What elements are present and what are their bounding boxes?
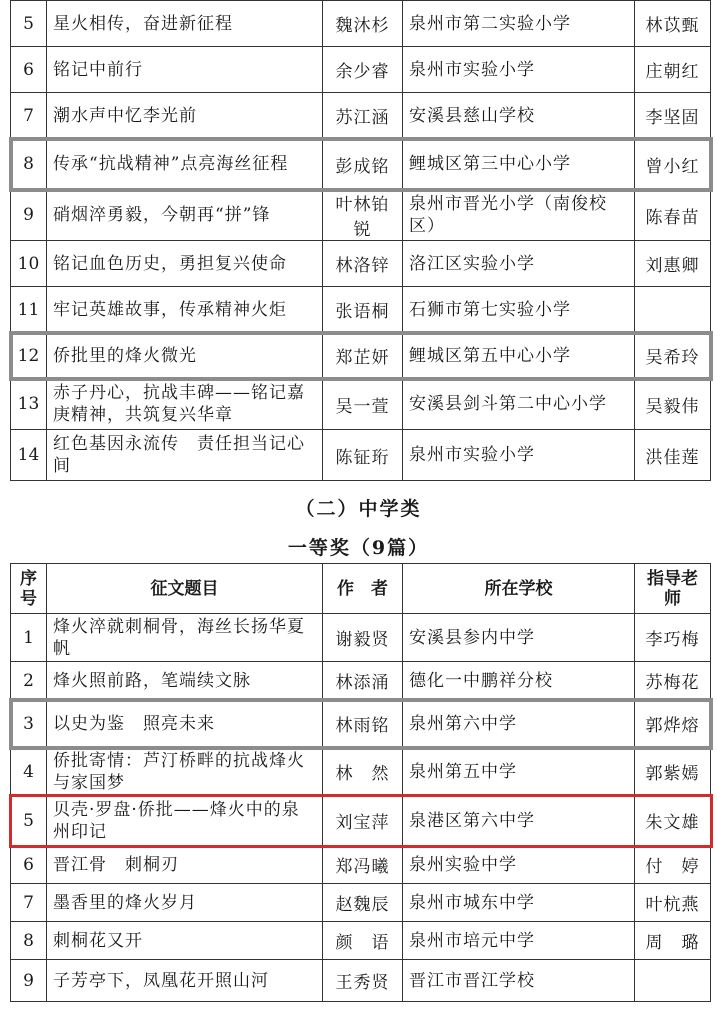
cell-num: 1 — [11, 614, 47, 662]
table-row — [11, 846, 711, 884]
cell-teacher: 吴希玲 — [635, 333, 711, 379]
cell-author: 林 然 — [323, 748, 403, 796]
cell-author: 吴一萱 — [323, 379, 403, 430]
section-heading: （二）中学类 — [295, 498, 422, 520]
cell-teacher: 庄朝红 — [635, 47, 711, 93]
cell-author: 谢毅贤 — [323, 614, 403, 662]
cell-author: 苏江涵 — [323, 93, 403, 139]
cell-school: 泉州第五中学 — [403, 748, 635, 796]
cell-title: 牢记英雄故事，传承精神火炬 — [47, 287, 323, 333]
cell-title: 以史为鉴 照亮未来 — [47, 700, 323, 748]
cell-num: 7 — [11, 93, 47, 139]
cell-school: 安溪县慈山学校 — [403, 93, 635, 139]
cell-teacher — [635, 287, 711, 333]
cell-author: 余少睿 — [323, 47, 403, 93]
cell-school: 泉州市实验小学 — [403, 47, 635, 93]
cell-author: 林雨铭 — [323, 700, 403, 748]
cell-teacher: 苏梅花 — [635, 662, 711, 700]
header-teacher: 指导老师 — [635, 564, 711, 614]
award-heading: 一等奖（9篇） — [287, 537, 430, 559]
table-row — [11, 796, 711, 846]
cell-title: 侨批里的烽火微光 — [47, 333, 323, 379]
cell-author: 刘宝萍 — [323, 796, 403, 846]
cell-num: 13 — [11, 379, 47, 430]
cell-title: 子芳亭下，凤凰花开照山河 — [47, 960, 323, 1002]
header-school: 所在学校 — [403, 564, 635, 614]
table-row — [11, 1, 711, 47]
cell-num: 5 — [11, 796, 47, 846]
cell-teacher: 洪佳莲 — [635, 430, 711, 481]
cell-author: 颜 语 — [323, 922, 403, 960]
cell-title: 烽火淬就刺桐骨，海丝长扬华夏帆 — [47, 614, 323, 662]
table-row — [11, 333, 711, 379]
cell-school: 泉港区第六中学 — [403, 796, 635, 846]
cell-author: 叶林铂锐 — [323, 190, 403, 241]
cell-num: 7 — [11, 884, 47, 922]
cell-num: 9 — [11, 190, 47, 241]
cell-author: 彭成铭 — [323, 139, 403, 190]
cell-title: 贝壳·罗盘·侨批——烽火中的泉州印记 — [47, 796, 323, 846]
cell-num: 5 — [11, 1, 47, 47]
cell-teacher — [635, 960, 711, 1002]
cell-title: 传承“抗战精神”点亮海丝征程 — [47, 139, 323, 190]
table-header-row — [11, 564, 711, 614]
cell-num: 12 — [11, 333, 47, 379]
cell-num: 3 — [11, 700, 47, 748]
cell-teacher: 李巧梅 — [635, 614, 711, 662]
cell-author: 赵魏辰 — [323, 884, 403, 922]
cell-title: 赤子丹心，抗战丰碑——铭记嘉庚精神，共筑复兴华章 — [47, 379, 323, 430]
cell-author: 陈钲珩 — [323, 430, 403, 481]
cell-num: 8 — [11, 139, 47, 190]
cell-teacher: 郭烨熔 — [635, 700, 711, 748]
cell-author: 张语桐 — [323, 287, 403, 333]
cell-school: 泉州市培元中学 — [403, 922, 635, 960]
cell-teacher: 陈春苗 — [635, 190, 711, 241]
cell-author: 林洛锌 — [323, 241, 403, 287]
cell-teacher: 付 婷 — [635, 846, 711, 884]
cell-author: 郑冯曦 — [323, 846, 403, 884]
cell-num: 9 — [11, 960, 47, 1002]
header-title: 征文题目 — [47, 564, 323, 614]
table-row — [11, 190, 711, 241]
table-row — [11, 662, 711, 700]
table-row — [11, 47, 711, 93]
cell-num: 2 — [11, 662, 47, 700]
cell-school: 泉州市城东中学 — [403, 884, 635, 922]
cell-title: 铭记中前行 — [47, 47, 323, 93]
cell-num: 8 — [11, 922, 47, 960]
cell-title: 墨香里的烽火岁月 — [47, 884, 323, 922]
cell-teacher: 郭紫嫣 — [635, 748, 711, 796]
cell-author: 郑芷妍 — [323, 333, 403, 379]
cell-school: 泉州市晋光小学（南俊校区） — [403, 190, 635, 241]
cell-title: 星火相传，奋进新征程 — [47, 1, 323, 47]
header-num: 序号 — [11, 564, 47, 614]
table-row — [11, 614, 711, 662]
cell-title: 侨批寄情：芦汀桥畔的抗战烽火与家国梦 — [47, 748, 323, 796]
table-row — [11, 93, 711, 139]
cell-author: 林添涌 — [323, 662, 403, 700]
cell-author: 魏沐杉 — [323, 1, 403, 47]
cell-title: 烽火照前路，笔端续文脉 — [47, 662, 323, 700]
cell-title: 晋江骨 刺桐刃 — [47, 846, 323, 884]
cell-num: 4 — [11, 748, 47, 796]
cell-teacher: 林苡甄 — [635, 1, 711, 47]
award-table-middle-school — [10, 563, 711, 1002]
cell-title: 硝烟淬勇毅，今朝再“拼”锋 — [47, 190, 323, 241]
cell-school: 鲤城区第三中心小学 — [403, 139, 635, 190]
cell-school: 晋江市晋江学校 — [403, 960, 635, 1002]
cell-school: 洛江区实验小学 — [403, 241, 635, 287]
cell-school: 安溪县参内中学 — [403, 614, 635, 662]
cell-teacher: 叶杭燕 — [635, 884, 711, 922]
cell-teacher: 曾小红 — [635, 139, 711, 190]
cell-title: 红色基因永流传 责任担当记心间 — [47, 430, 323, 481]
cell-school: 安溪县剑斗第二中心小学 — [403, 379, 635, 430]
table-row — [11, 748, 711, 796]
cell-num: 6 — [11, 846, 47, 884]
cell-num: 11 — [11, 287, 47, 333]
cell-school: 泉州第六中学 — [403, 700, 635, 748]
cell-teacher: 吴毅伟 — [635, 379, 711, 430]
award-table-primary — [10, 0, 711, 481]
cell-title: 铭记血色历史，勇担复兴使命 — [47, 241, 323, 287]
table-row — [11, 287, 711, 333]
cell-num: 10 — [11, 241, 47, 287]
table-row — [11, 139, 711, 190]
table-row — [11, 884, 711, 922]
cell-school: 泉州实验中学 — [403, 846, 635, 884]
cell-school: 德化一中鹏祥分校 — [403, 662, 635, 700]
table-row — [11, 430, 711, 481]
table-row — [11, 379, 711, 430]
cell-school: 鲤城区第五中心小学 — [403, 333, 635, 379]
cell-title: 潮水声中忆李光前 — [47, 93, 323, 139]
table-row — [11, 700, 711, 748]
cell-teacher: 刘惠卿 — [635, 241, 711, 287]
cell-teacher: 李坚固 — [635, 93, 711, 139]
cell-title: 刺桐花又开 — [47, 922, 323, 960]
cell-teacher: 朱文雄 — [635, 796, 711, 846]
cell-num: 14 — [11, 430, 47, 481]
table-row — [11, 922, 711, 960]
cell-school: 泉州市实验小学 — [403, 430, 635, 481]
table-row — [11, 241, 711, 287]
cell-school: 石狮市第七实验小学 — [403, 287, 635, 333]
cell-author: 王秀贤 — [323, 960, 403, 1002]
cell-num: 6 — [11, 47, 47, 93]
header-author: 作 者 — [323, 564, 403, 614]
cell-teacher: 周 璐 — [635, 922, 711, 960]
table-row — [11, 960, 711, 1002]
cell-school: 泉州市第二实验小学 — [403, 1, 635, 47]
